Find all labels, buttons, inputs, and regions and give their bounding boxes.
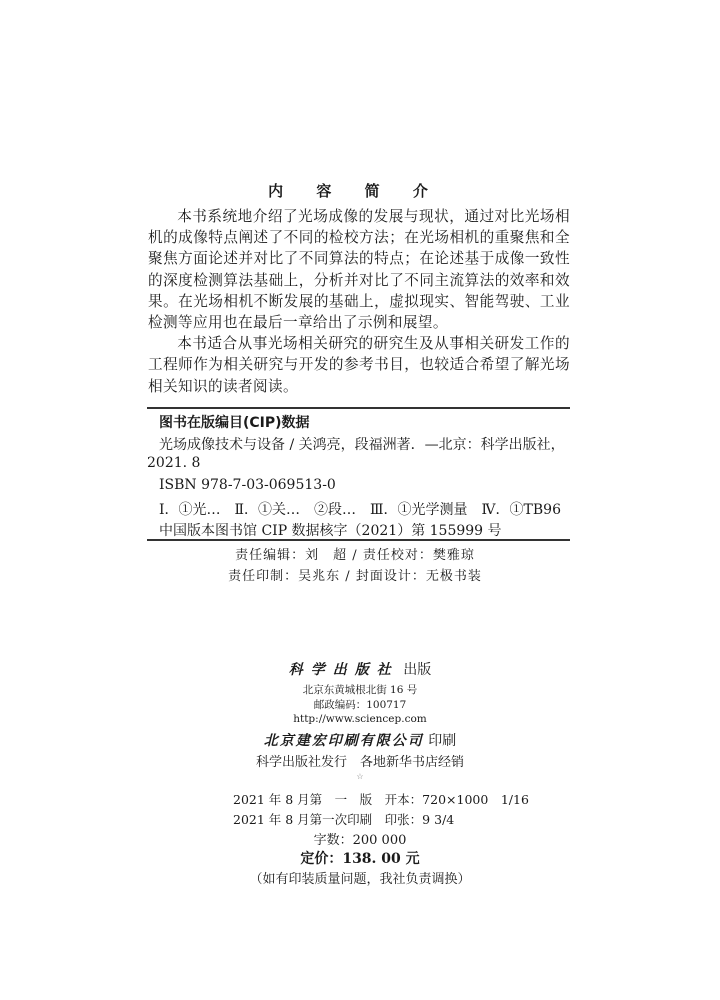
publisher-name: 科学出版社 <box>288 662 399 678</box>
postal-code: 邮政编码：100717 <box>313 699 407 711</box>
abstract-paragraph-2: 本书适合从事光场相关研究的研究生及从事相关研发工作的工程师作为相关研究与开发的参考书目，也较适合希望了解光场相关知识的读者阅读。 <box>148 335 570 395</box>
cip-isbn: ISBN 978-7-03-069513-0 <box>159 477 336 493</box>
cip-classification: Ⅰ．①光… Ⅱ．①关… ②段… Ⅲ．①光学测量 Ⅳ．①TB96 <box>159 502 561 518</box>
cip-top-rule <box>147 407 570 409</box>
cip-entry-line1: 光场成像技术与设备 / 关鸿亮，段福洲著．—北京：科学出版社， <box>159 437 565 453</box>
distribution-line: 科学出版社发行 各地新华书店经销 <box>255 755 464 770</box>
printer-suffix: 印刷 <box>428 733 457 749</box>
website: http://www.sciencep.com <box>293 713 427 725</box>
credits-line-1: 责任编辑：刘 超 / 责任校对：樊雅琼 <box>235 548 475 563</box>
abstract-paragraph-1: 本书系统地介绍了光场成像的发展与现状，通过对比光场相机的成像特点阐述了不同的检校方法；在光场相机的重聚焦和全聚焦方面论述并对比了不同算法的特点；在论述基于成像一致性的深度检测算法基础上，分析并对比了不同主流算法的效率和效果。在光场相机不断发展的基础上，虚拟现实、智能驾驶、工业检测等应用也在最后一章给出了示例和展望。 <box>148 208 570 332</box>
cip-heading: 图书在版编目(CIP)数据 <box>159 415 310 431</box>
credits-line-2: 责任印制：吴兆东 / 封面设计：无极书装 <box>228 569 482 584</box>
publisher-line <box>0 659 720 679</box>
printer-name: 北京建宏印刷有限公司 <box>263 733 424 749</box>
publisher-address: 北京东黄城根北街 16 号 <box>302 684 418 696</box>
printing-line: 2021 年 8 月第一次印刷 印张：9 3/4 <box>233 812 455 827</box>
price: 定价：138. 00 元 <box>300 851 420 867</box>
cip-bottom-rule <box>147 539 570 541</box>
star-ornament-icon: ☆ <box>356 772 364 781</box>
edition-line: 2021 年 8 月第 一 版 开本：720×1000 1/16 <box>233 792 529 807</box>
publisher-suffix: 出版 <box>403 662 432 678</box>
cip-entry-line2: 2021. 8 <box>147 455 201 471</box>
printer-line <box>0 730 720 750</box>
quality-note: （如有印装质量问题，我社负责调换） <box>249 872 471 887</box>
cip-number: 中国版本图书馆 CIP 数据核字（2021）第 155999 号 <box>159 523 502 539</box>
abstract-body <box>148 206 570 397</box>
abstract-title: 内 容 简 介 <box>268 182 442 200</box>
word-count: 字数：200 000 <box>313 833 407 848</box>
